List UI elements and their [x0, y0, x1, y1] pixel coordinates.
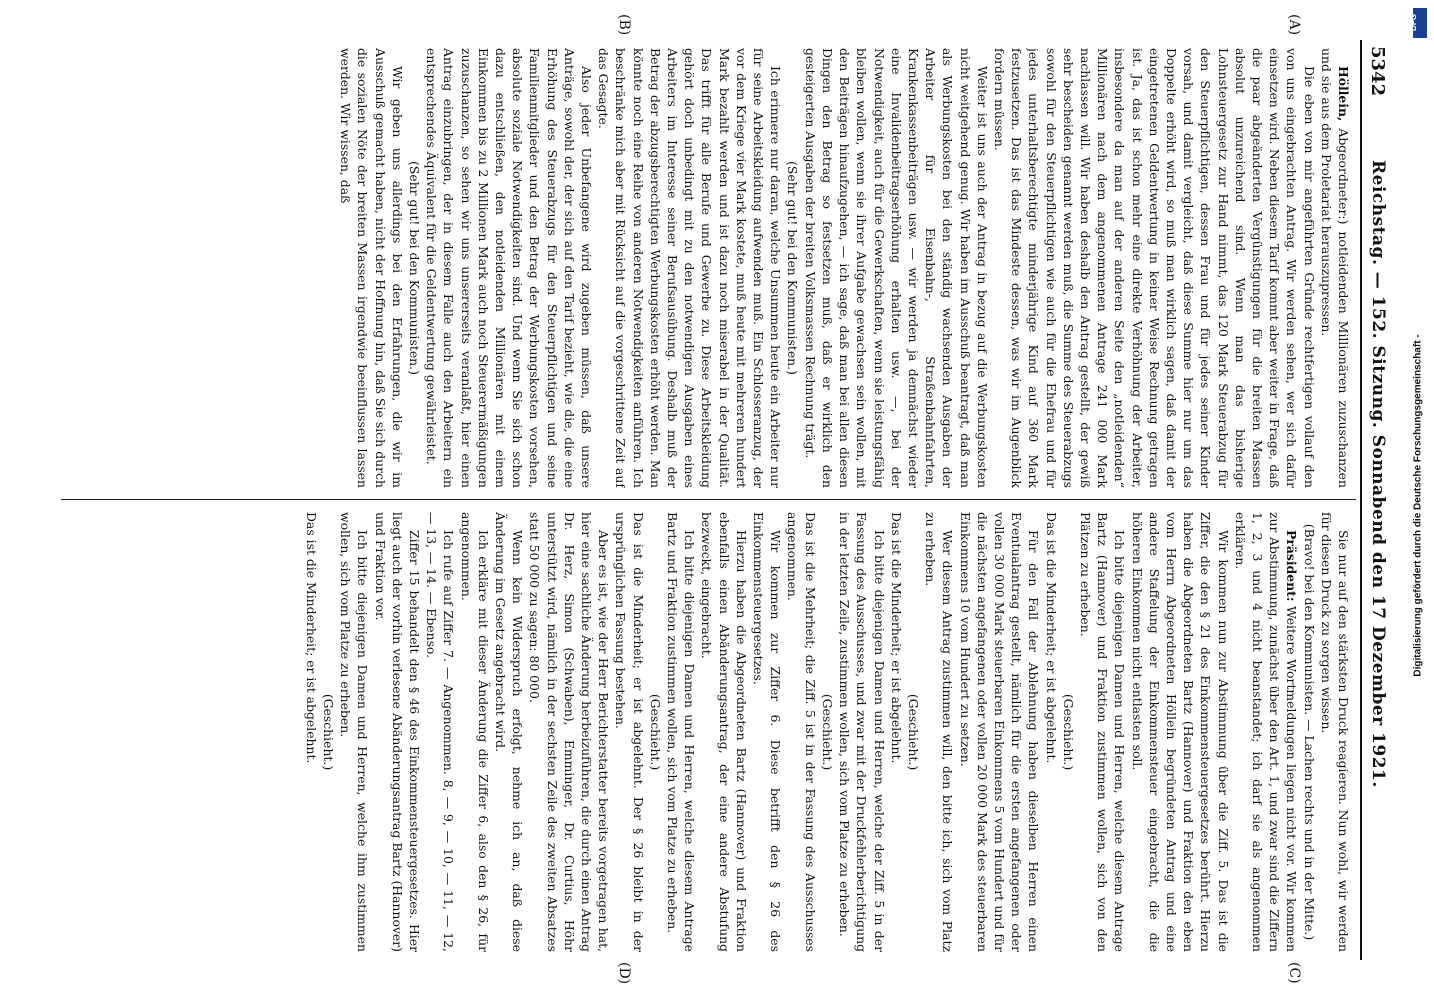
- rotated-document-page: [42, 14, 1392, 985]
- paragraph-text: (Geschieht.): [1060, 693, 1076, 771]
- paragraph: [320, 512, 337, 952]
- paragraph-text: Hierzu haben die Abgeordneten Bartz (Hannover) und Fraktion ebenfalls einen Abänderungsantrag, der eine andere Abstufung bezweckt, eingebracht.: [699, 512, 749, 952]
- paragraph: [526, 512, 612, 952]
- paragraph: [698, 512, 750, 952]
- paragraph: [595, 48, 784, 488]
- paragraph-text: Ich bitte diejenigen Damen und Herren, welche ihm zustimmen wollen, sich vom Platze zu erheben.: [338, 512, 371, 952]
- paragraph: [647, 512, 664, 952]
- speaker-name: Höllein,: [1336, 66, 1351, 122]
- paragraph: [371, 512, 423, 952]
- paragraph: [423, 48, 595, 488]
- paragraph: [303, 512, 320, 952]
- paragraph: [1300, 512, 1317, 952]
- paragraph-text: Das ist die Mehrheit; die Ziff. 5 ist in der Fassung des Ausschusses angenommen.: [785, 512, 818, 952]
- paragraph-text: Weiter ist uns auch der Antrag in bezug auf die Werbungskosten nicht weitgehend genug. Wir haben im Ausschuß beantragt, daß man als Werbungskosten bei den ständig wachsenden Ausgaben der Arbeiter für Eisenbahn-, Straßenbahnfahrten, Krankenkassenbeiträgen usw. — wir werden ja demnächst wieder eine Invalidenbeitragserhöhung erhalten usw. —, bei der Notwendigkeit, auch für die Gewerkschaften, wenn sie leistungsfähig bleiben wollen, wenn sie ihrer Aufgabe gewachsen sein wollen, mit den Beiträgen hinaufzugehen, — ich sage, daß man bei allen diesen Dingen den Betrag so festsetzen muß, daß er wirklich den gesteigerten Ausgaben der breiten Volksmassen Rechnung trägt.: [802, 48, 990, 488]
- speaker-name: Präsident:: [1284, 530, 1300, 602]
- paragraph: [1128, 512, 1231, 952]
- paragraph: [457, 512, 491, 952]
- right-column: [62, 512, 1352, 952]
- margin-marker-d: (D): [616, 962, 632, 985]
- paragraph-text: Wir kommen nun zur Abstimmung über die Ziff. 5. Das ist die Ziffer, die den § 21 des Einkommensteuergesetzes berührt. Hierzu haben die Abgeordneten Bartz (Hannover) und Fraktion den eben vom Herrn Abgeordneten Höllein begründeten Antrag und eine andere Staffelung der Einkommensteuer eingebracht, die die höheren Einkommen nicht entlasten soll.: [1129, 512, 1231, 952]
- paragraph-text: Das ist die Minderheit; er ist abgelehnt.: [888, 512, 904, 764]
- paragraph-text: (Geschieht.): [819, 693, 835, 771]
- paragraph: [1077, 512, 1129, 952]
- paragraph: [784, 512, 818, 952]
- paragraph: [888, 512, 905, 952]
- paragraph-text: Weitere Wortmeldungen liegen nicht vor. Wir kommen zur Abstimmung, zunächst über den Art. 1, und zwar sind die Ziffern 1, 2, 3 und 4 nicht beanstandet; ich darf sie als angenommen erklären.: [1232, 512, 1300, 952]
- paragraph-text: Sie nur auf den stärksten Druck reagieren. Nun wohl, wir werden für diesen Druck zu sorgen wissen.: [1318, 512, 1351, 952]
- paragraph-text: Aber es ist, wie der Herr Berichterstatter bereits vorgetragen hat, hier eine sachliche Änderung herbeizuführen, die durch einen Antrag Dr. Herz, Simon (Schwaben), Emminger, Dr. Curtius, Höhr unterstützt wird, nämlich in der sechsten Zeile des zweiten Absatzes statt 50 000 zu sagen: 80 000.: [527, 512, 612, 952]
- running-header: [1360, 40, 1392, 960]
- paragraph: [836, 512, 888, 952]
- paragraph: [802, 48, 991, 488]
- paragraph-text: Ziffer 15 behandelt den § 46 des Einkommensteuergesetzes. Hier liegt auch der vorhin verlesene Abänderungsantrag Bartz (Hannover) und Fraktion vor.: [372, 512, 423, 952]
- dfg-logo: [1408, 8, 1427, 38]
- paragraph-text: Wenn kein Widerspruch erfolgt, nehme ich an, daß diese Änderung im Gesetz angebracht wird.: [493, 512, 526, 952]
- paragraph: [784, 48, 801, 488]
- paragraph-text: Ich erinnere nur daran, welche Unsummen heute ein Arbeiter nur für seine Arbeitskleidung aufwenden muß. Ein Schlosseranzug, der vor dem Kriege vier Mark kostete, muß heute mit mehreren hundert Mark bezahlt werden und ist dazu noch miserabel in der Qualität. Das trifft für alle Berufe und Gewerbe zu. Diese Arbeitskleidung gehört doch unbedingt mit zu den notwendigen Ausgaben eines Arbeiters im Interesse seiner Berufsausübung. Deshalb muß der Betrag der abzugsberechtigten Werbungskosten erhöht werden. Man könnte noch eine Reihe von anderen Notwendigkeiten anführen. Ich beschränke mich aber mit Rücksicht auf die vorgeschrittene Zeit auf das Gesagte.: [596, 48, 784, 488]
- digitization-note: [1408, 250, 1428, 770]
- paragraph-text: Wer diesem Antrag zustimmen will, den bitte ich, sich vom Platz zu erheben.: [923, 512, 956, 952]
- paragraph-text: Wir geben uns allerdings bei den Erfahrungen, die wir im Ausschuß gemacht haben, nicht der Hoffnung hin, daß Sie sich durch die sozialen Nöte der breiten Massen irgendwie beeinflussen lassen werden. Wir wissen, daß: [338, 48, 405, 488]
- dfg-logo-text: DFG: [1408, 14, 1418, 31]
- paragraph-text: Also jeder Unbefangene wird zugeben müssen, daß unsere Anträge, sowohl der, der sich auf den Tarif bezieht, wie die, die eine Erhöhung des Steuerabzugs für den Steuerpflichtigen und seine Familienmitglieder und den Betrag der Werbungskosten vorsehen, absolute soziale Notwendigkeiten sind. Und wenn Sie sich schon dazu entschließen, den notleidenden Millionären mit einem Einkommen bis zu 2 Millionen Mark auch noch Steuerermäßigungen zuzuschanzen, so sehen wir uns unsererseits veranlaßt, hier einen Antrag einzubringen, der in diesem Falle auch den Arbeitern ein entsprechendes Äquivalent für die Geldentwertung gewährleistet.: [424, 48, 595, 488]
- paragraph: [337, 48, 406, 488]
- paragraph-text: (Geschieht.): [905, 693, 921, 771]
- margin-marker-c: (C): [1286, 962, 1302, 984]
- paragraph: [1318, 48, 1352, 488]
- paragraph-text: Wir kommen zur Ziffer 6. Diese betrifft den § 26 des Einkommensteuergesetzes.: [751, 512, 784, 952]
- column-divider: [61, 499, 1356, 500]
- page-number: 5342: [1367, 46, 1388, 97]
- paragraph: [1318, 512, 1352, 952]
- paragraph-text: (Sehr gut! bei den Kommunisten.): [785, 161, 801, 375]
- paragraph: [750, 512, 784, 952]
- paragraph: [1060, 512, 1077, 952]
- paragraph-text: Für den Fall der Ablehnung haben dieselben Herren einen Eventualantrag gestellt, nämlich für die ersten angefangenen oder vollen 30 000 Mark steuerbaren Einkommens 5 vom Hundert und für die nächsten angefangenen oder vollen 20 000 Mark des steuerbaren Einkommens 10 vom Hundert zu setzen.: [957, 512, 1042, 952]
- paragraph-text: Die eben von mir angeführten Gründe rechtfertigen vollauf den von uns eingebrachten Antrag. Wir werden sehen, wer sich dafür einsetzen wird. Neben diesem Tarif kommt aber weiter in Frage, daß die paar abgeänderten Vergünstigungen für die breiten Massen absolut unzureichend sind. Wenn man das bisherige Lohnsteuergesetz zur Hand nimmt, das 120 Mark Steuerabzug für den Steuerpflichtigen, dessen Frau und für jedes seiner Kinder vorsah, und damit vergleicht, daß diese Summe hier nur um das Doppelte erhöht wird, so muß man wirklich sagen, daß damit der eingetretenen Geldentwertung in keiner Weise Rechnung getragen ist. Ja, das ist schon mehr eine direkte Verhöhnung der Arbeiter, insbesondere da man auf der anderen Seite den „notleidenden“ Millionären nach dem angenommenen Antrage 241 000 Mark nachlassen will. Wir haben deshalb den Antrag gestellt, der gewiß sehr bescheiden genannt werden muß, die Summe des Steuerabzugs sowohl für den Steuerpflichtigen wie auch für die Ehefrau und für jedes unterhaltsberechtigte minderjährige Kind auf 360 Mark festzusetzen. Das ist das Mindeste dessen, was wir im Augenblick fordern müssen.: [991, 48, 1317, 488]
- margin-marker-b: (B): [616, 14, 632, 36]
- paragraph-text: Das ist die Minderheit; er ist abgelehnt. Der § 26 bleibt in der ursprünglichen Fassung bestehen.: [613, 512, 646, 952]
- paragraph-text: (Geschieht.): [647, 693, 663, 771]
- paragraph-text: Ich bitte diejenigen Damen und Herren, welche diesem Antrage Bartz (Hannover) und Fraktion zustimmen wollen, sich von den Plätzen zu erheben.: [1077, 512, 1128, 952]
- paragraph-text: Ich erkläre mit dieser Änderung die Ziffer 6, also den § 26, für angenommen.: [458, 512, 491, 952]
- margin-marker-a: (A): [1286, 14, 1302, 36]
- paragraph: [922, 512, 956, 952]
- paragraph-text: (Bravo! bei den Kommunisten. — Lachen rechts und in der Mitte.): [1301, 523, 1317, 941]
- paragraph-text: Das ist die Minderheit; er ist abgelehnt.: [1043, 512, 1059, 764]
- paragraph: [612, 512, 646, 952]
- paragraph: [337, 512, 371, 952]
- paragraph: [492, 512, 526, 952]
- paragraph-text: Ich rufe auf Ziffer 7. — Angenommen. 8, — 9, — 10, — 11, — 12, — 13, — 14. — Ebenso.: [424, 512, 457, 952]
- paragraph-text: (Geschieht.): [321, 693, 337, 771]
- paragraph-text: Abgeordneter:) notleidenden Millionären zuzuschanzen und sie aus dem Proletariat herauszupressen.: [1318, 48, 1351, 488]
- paragraph: [1232, 512, 1301, 952]
- paragraph: [956, 512, 1042, 952]
- paragraph: [991, 48, 1318, 488]
- digitization-note-text: Digitalisierung gefördert durch die Deutsche Forschungsgemeinschaft -: [1412, 334, 1424, 677]
- paragraph: [406, 48, 423, 488]
- paragraph-text: Ich bitte diejenigen Damen und Herren, welche diesem Antrage Bartz und Fraktion zustimmen wollen, sich vom Platze zu erheben.: [665, 512, 698, 952]
- paragraph: [1042, 512, 1059, 952]
- paragraph-text: Das ist die Minderheit; er ist abgelehnt.: [303, 512, 319, 764]
- left-column: [62, 48, 1352, 488]
- paragraph: [819, 512, 836, 952]
- paragraph: [905, 512, 922, 952]
- header-title: Reichstag. — 152. Sitzung. Sonnabend den 17 Dezember 1921.: [1368, 160, 1388, 788]
- paragraph-text: Ich bitte diejenigen Damen und Herren, welche der Ziff. 5 in der Fassung des Ausschusses, und zwar mit der Druckfehlerberichtigung in der letzten Zeile, zustimmen wollen, sich vom Platze zu erheben.: [837, 512, 887, 952]
- paragraph: [664, 512, 698, 952]
- paragraph-text: (Sehr gut! bei den Kommunisten.): [407, 161, 423, 375]
- paragraph: [423, 512, 457, 952]
